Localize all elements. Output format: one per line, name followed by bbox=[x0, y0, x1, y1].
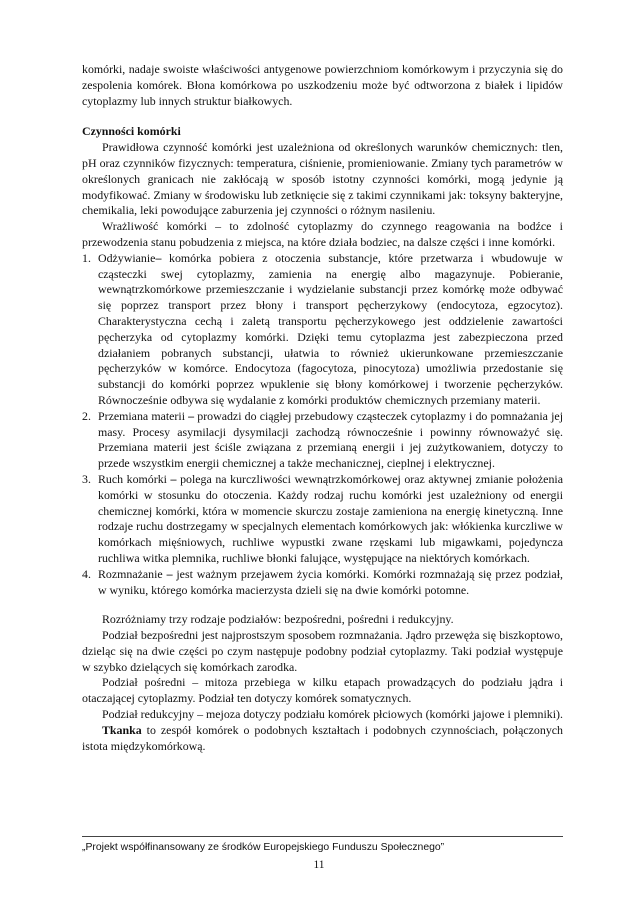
list-item-number: 1. bbox=[82, 250, 91, 265]
paragraph-sensitivity: Wrażliwość komórki – to zdolność cytoplazmy do czynnego reagowania na bodźce i przewodzenia stanu pobudzenia z miejsca, na które działa bodziec, na dalsze części i inne komórki. bbox=[82, 219, 563, 249]
list-item bbox=[82, 409, 563, 472]
list-item-term: Rozmnażanie bbox=[98, 566, 163, 581]
footer-divider bbox=[82, 836, 563, 837]
list-item-term: Ruch komórki bbox=[98, 471, 167, 486]
list-item-text: jest ważnym przejawem życia komórki. Komórki rozmnażają się przez podział, w wyniku, którego komórka macierzysta dzieli się na dwie komórki potomne. bbox=[98, 566, 563, 597]
list-item-number: 3. bbox=[82, 471, 91, 486]
section-heading: Czynności komórki bbox=[82, 124, 181, 139]
page-body bbox=[82, 62, 563, 754]
list-item-dash: – bbox=[166, 566, 173, 581]
footer-project-note: „Projekt współfinansowany ze środków Europejskiego Funduszu Społecznego” bbox=[82, 842, 445, 853]
paragraph-conditions: Prawidłowa czynność komórki jest uzależniona od określonych warunków chemicznych: tlen, pH oraz czynników fizycznych: temperatura, ciśnienie, promieniowanie. Zmiany tych parametrów w określonych granicach nie zakłócają w sposób istotny czynności komórki, mogą jedynie ją modyfikować. Zmiany w środowisku lub zetknięcie się z takimi czynnikami jak: toksyny bakteryjne, chemikalia, leki powodujące zaburzenia jej czynności o różnym nasileniu. bbox=[82, 140, 563, 218]
list-item-number: 2. bbox=[82, 408, 91, 423]
tissue-definition: to zespół komórek o podobnych kształtach i podobnych czynnościach, połączonych istota międzykomórkową. bbox=[82, 722, 563, 753]
list-item bbox=[82, 567, 563, 599]
paragraph-meiosis: Podział redukcyjny – mejoza dotyczy podziału komórek płciowych (komórki jajowe i plemniki). bbox=[102, 707, 563, 722]
list-item-text: prowadzi do ciągłej przebudowy cząsteczek cytoplazmy i do pomnażania jej masy. Procesy asymilacji dysymilacji zachodzą równocześnie i powinny równoważyć się. Przemiana materii jest ściśle związana z przemianą energii i jej zużytkowaniem, dotyczy to przede wszystkim energii chemicznej a także mechanicznej, cieplnej i elektrycznej. bbox=[98, 408, 563, 471]
paragraph-division-types: Rozróżniamy trzy rodzaje podziałów: bezpośredni, pośredni i redukcyjny. bbox=[102, 612, 454, 627]
list-item-number: 4. bbox=[82, 566, 91, 581]
list-item-text: polega na kurczliwości wewnątrzkomórkowej oraz aktywnej zmianie położenia komórki w stosunku do otoczenia. Każdy rodzaj ruchu komórki jest uzależniony od energii chemicznej komórki, która w momencie skurczu zostaje zamieniona na energię kinetyczną. Inne rodzaje ruchu dostrzegamy w specjalnych elementach komórkowych jak: włókienka kurczliwe w komórkach mięśniowych, ruchliwe wypustki zwane rzęskami lub migawkami, pojedyncza ruchliwa witka plemnika, ruchliwe błonki falujące, występujące na niektórych komórkach. bbox=[98, 471, 563, 565]
paragraph-mitosis: Podział pośredni – mitoza przebiega w kilku etapach prowadzących do podziału jądra i otaczającej cytoplazmy. Podział ten dotyczy komórek somatycznych. bbox=[82, 675, 563, 706]
paragraph-tissue bbox=[82, 723, 563, 755]
cell-functions-list bbox=[82, 251, 563, 599]
intro-paragraph: komórki, nadaje swoiste właściwości antygenowe powierzchniom komórkowym i przyczynia się do zespolenia komórek. Błona komórkowa po uszkodzeniu może być odtworzona z białek i lipidów cytoplazmy lub innych struktur białkowych. bbox=[82, 62, 563, 108]
list-item-dash: – bbox=[170, 471, 177, 486]
list-item-text: komórka pobiera z otoczenia substancje, które przetwarza i wbudowuje w cząsteczki swej cytoplazmy, zamienia na energię albo magazynuje. Pobieranie, wewnątrzkomórkowe przemieszczanie i wydzielanie substancji przez komórkę może odbywać się poprzez transport przez błony i transport pęcherzykowy (endocytoza, egzocytoz). Charakterystyczna cechą i zaletą transportu pęcherzykowego jest oddzielenie zawartości pęcherzyka od cytoplazmy komórki. Dzięki temu cytoplazma jest zabezpieczona przed działaniem pobranych substancji, ułatwia to również ukierunkowane przemieszczanie pęcherzyków w komórce. Endocytoza (fagocytoza, pinocytoza) umożliwia przedostanie się substancji do komórki poprzez wpuklenie się błony komórkowej i tworzenie pęcherzyków. Równocześnie odbywa się wydalanie z komórki produktów chemicznych przemiany materii. bbox=[98, 250, 563, 407]
list-item-dash: – bbox=[188, 408, 195, 423]
list-item-dash: – bbox=[155, 250, 162, 265]
list-item bbox=[82, 251, 563, 409]
list-item-term: Odżywianie bbox=[98, 250, 156, 265]
tissue-term: Tkanka bbox=[102, 722, 142, 737]
page-number: 11 bbox=[313, 859, 325, 871]
list-item-term: Przemiana materii bbox=[98, 408, 186, 423]
paragraph-direct-division: Podział bezpośredni jest najprostszym sposobem rozmnażania. Jądro przewęża się biszkoptowo, dzieląc się na dwie części po czym następuje podobny podział cytoplazmy. Taki podział występuje w szybko dzielących się komórkach zarodka. bbox=[82, 628, 563, 674]
list-item bbox=[82, 472, 563, 567]
